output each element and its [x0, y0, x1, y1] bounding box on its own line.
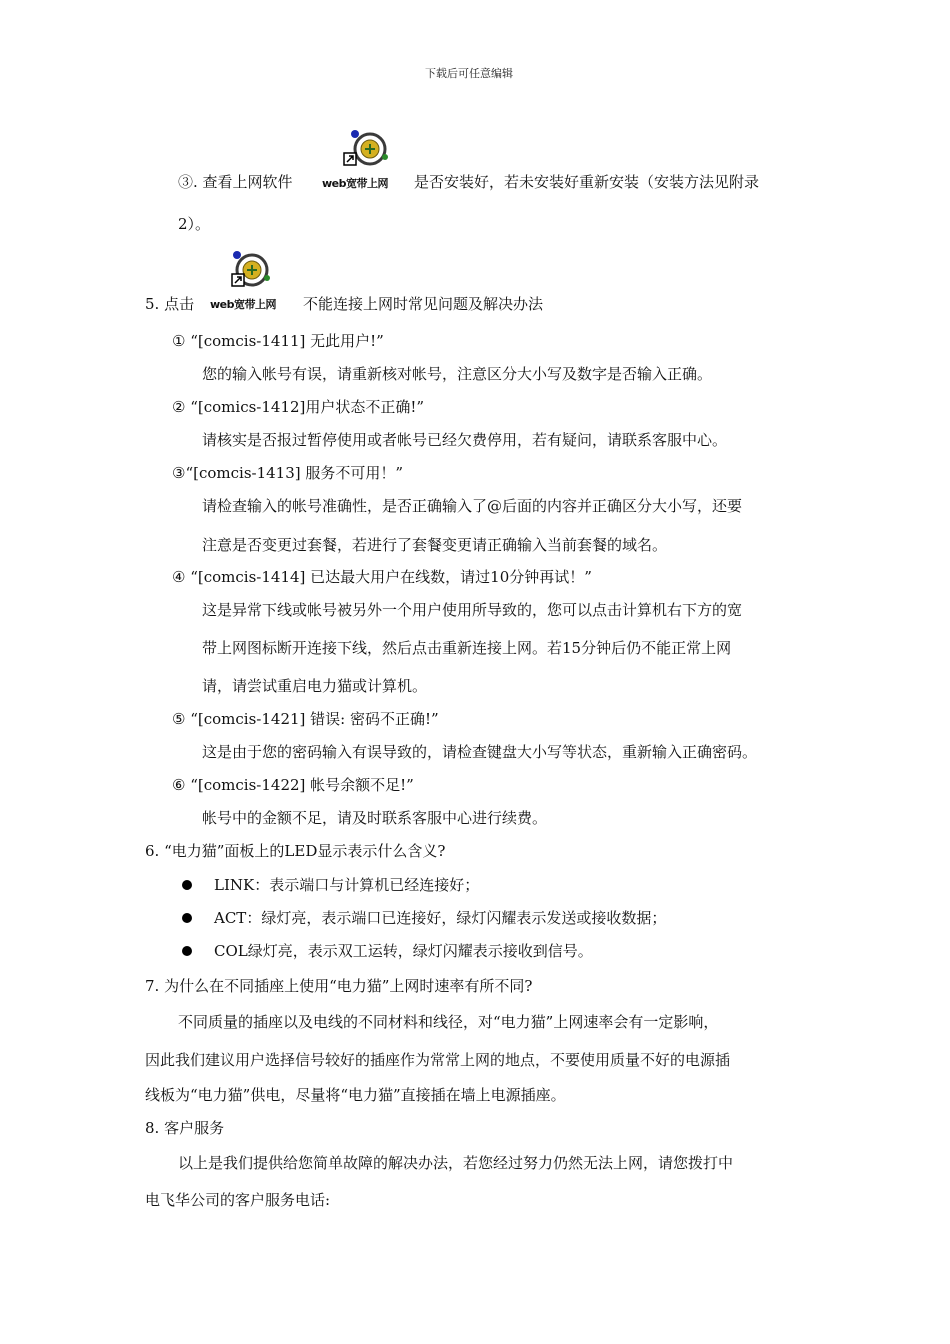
item-4-desc: 带上网图标断开连接下线，然后点击重新连接上网。若15分钟后仍不能正常上网	[202, 639, 732, 657]
step3-text-after: 是否安装好，若未安装好重新安装（安装方法见附录	[414, 173, 760, 191]
led-bullet-col: COL绿灯亮，表示双工运转，绿灯闪耀表示接收到信号。	[214, 942, 593, 960]
led-bullet-link: LINK：表示端口与计算机已经连接好；	[214, 876, 480, 894]
led-bullet-act: ACT：绿灯亮，表示端口已连接好，绿灯闪耀表示发送或接收数据；	[214, 909, 667, 927]
section-7-heading: 7. 为什么在不同插座上使用“电力猫”上网时速率有所不同?	[145, 977, 533, 995]
item-6-title: ⑥ “[comcis-1422] 帐号余额不足!”	[172, 776, 414, 794]
item-2-title: ② “[comics-1412]用户状态不正确!”	[172, 398, 425, 416]
bullet-dot	[182, 946, 192, 956]
section-6-heading: 6. “电力猫”面板上的LED显示表示什么含义?	[145, 842, 446, 860]
item-1-desc: 您的输入帐号有误，请重新核对帐号，注意区分大小写及数字是否输入正确。	[202, 365, 713, 383]
item-3-title: ③“[comcis-1413] 服务不可用！”	[172, 464, 404, 482]
item-5-title: ⑤ “[comcis-1421] 错误: 密码不正确!”	[172, 710, 439, 728]
item-5-desc: 这是由于您的密码输入有误导致的，请检查键盘大小写等状态，重新输入正确密码。	[202, 743, 758, 761]
section-8-paragraph: 以上是我们提供给您简单故障的解决办法，若您经过努力仍然无法上网，请您拨打中	[178, 1154, 734, 1172]
section-7-paragraph: 不同质量的插座以及电线的不同材料和线径，对“电力猫”上网速率会有一定影响，	[178, 1013, 719, 1031]
step3-text-before: ③. 查看上网软件	[178, 173, 293, 191]
section-7-paragraph: 因此我们建议用户选择信号较好的插座作为常常上网的地点，不要使用质量不好的电源插	[145, 1051, 731, 1069]
bullet-dot	[182, 880, 192, 890]
item-4-desc: 这是异常下线或帐号被另外一个用户使用所导致的，您可以点击计算机右下方的宽	[202, 601, 743, 619]
web-broadband-icon-caption: web宽带上网	[210, 298, 276, 311]
web-broadband-icon	[322, 123, 402, 193]
section-8-paragraph: 电飞华公司的客户服务电话:	[145, 1191, 331, 1209]
step3-text-cont: 2）。	[178, 215, 211, 233]
web-broadband-icon-caption: web宽带上网	[322, 177, 388, 190]
web-broadband-icon	[210, 244, 290, 314]
step5-text-after: 不能连接上网时常见问题及解决办法	[303, 295, 544, 313]
item-3-desc: 请检查输入的帐号准确性，是否正确输入了@后面的内容并正确区分大小写，还要	[202, 497, 743, 515]
section-7-paragraph: 线板为“电力猫”供电，尽量将“电力猫”直接插在墙上电源插座。	[145, 1086, 566, 1104]
section-8-heading: 8. 客户服务	[145, 1119, 225, 1137]
bullet-dot	[182, 913, 192, 923]
item-4-desc: 请，请尝试重启电力猫或计算机。	[202, 677, 428, 695]
item-1-title: ① “[comcis-1411] 无此用户!”	[172, 332, 384, 350]
item-4-title: ④ “[comcis-1414] 已达最大用户在线数，请过10分钟再试！”	[172, 568, 592, 586]
page-header: 下载后可任意编辑	[425, 67, 513, 80]
step5-text-before: 5. 点击	[145, 295, 195, 313]
item-6-desc: 帐号中的金额不足，请及时联系客服中心进行续费。	[202, 809, 548, 827]
item-3-desc: 注意是否变更过套餐，若进行了套餐变更请正确输入当前套餐的域名。	[202, 536, 668, 554]
item-2-desc: 请核实是否报过暂停使用或者帐号已经欠费停用，若有疑问，请联系客服中心。	[202, 431, 728, 449]
